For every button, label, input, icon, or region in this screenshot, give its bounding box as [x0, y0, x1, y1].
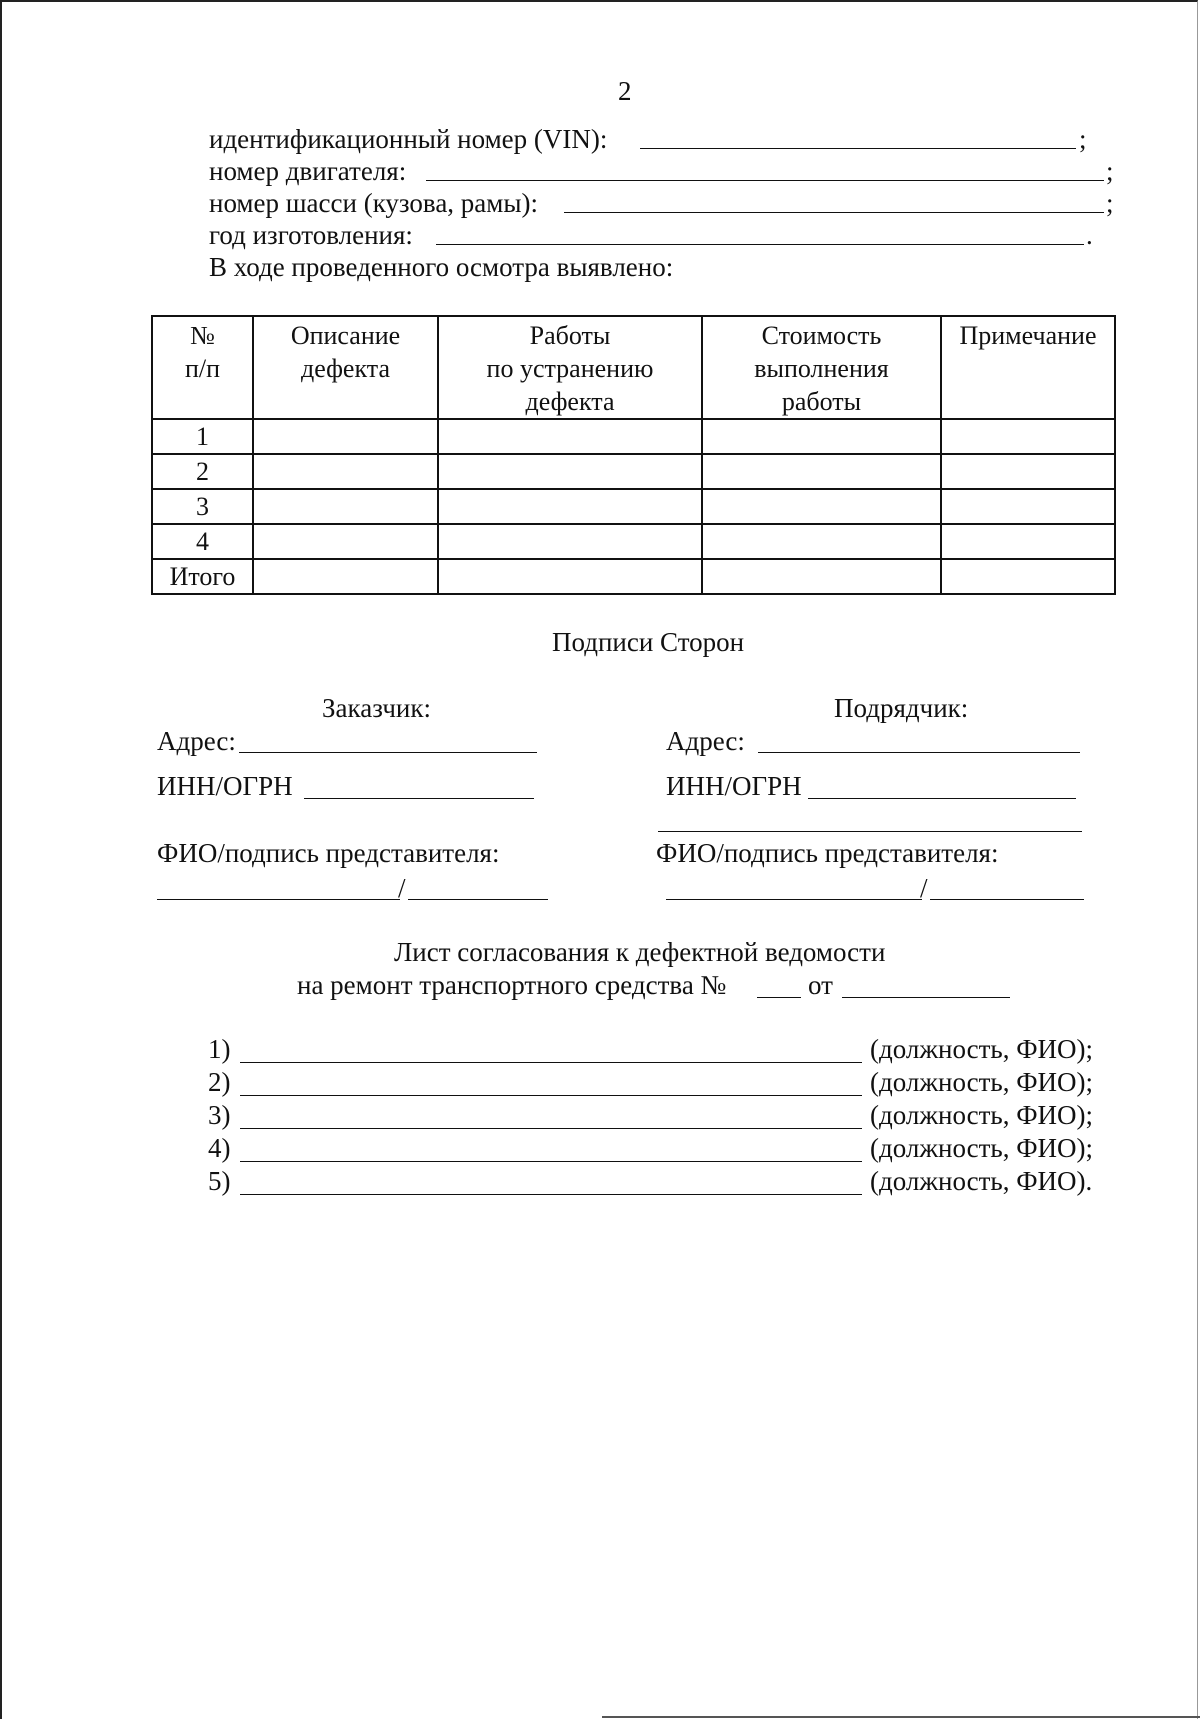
cell-note: [941, 454, 1115, 489]
contractor-fio-blank: [666, 899, 922, 900]
signatures-title: Подписи Сторон: [552, 627, 745, 657]
contractor-inn-label: ИНН/ОГРН: [666, 771, 802, 801]
approval-item-blank: [240, 1095, 862, 1096]
contractor-inn-blank: [808, 798, 1076, 799]
row-number: 1: [152, 419, 253, 454]
table-row: [152, 489, 1115, 524]
cell-works: [438, 489, 702, 524]
approval-item-number: 4): [208, 1133, 231, 1163]
chassis-number-label: номер шасси (кузова, рамы):: [209, 188, 539, 218]
cell-note: [941, 559, 1115, 594]
page-number: 2: [618, 76, 632, 106]
manufacture-year-blank: [436, 244, 1084, 245]
contractor-address-blank: [758, 752, 1080, 753]
cell-note: [941, 489, 1115, 524]
customer-fio-label: ФИО/подпись представителя:: [157, 838, 500, 868]
cell-description: [253, 489, 438, 524]
cell-description: [253, 454, 438, 489]
table-row: [152, 454, 1115, 489]
approval-item-blank: [240, 1194, 862, 1195]
table-header-row: [152, 316, 1115, 419]
approval-title-from: от: [808, 970, 833, 1000]
customer-title: Заказчик:: [322, 693, 431, 723]
header-work-cost: Стоимость выполнения работы: [702, 316, 941, 419]
vin-label: идентификационный номер (VIN):: [209, 124, 608, 154]
approval-item-number: 2): [208, 1067, 231, 1097]
cell-cost: [702, 454, 941, 489]
header-repair-works: Работы по устранению дефекта: [438, 316, 702, 419]
cell-works: [438, 419, 702, 454]
cell-works: [438, 559, 702, 594]
cell-note: [941, 524, 1115, 559]
contractor-title: Подрядчик:: [834, 693, 969, 723]
table-total-row: [152, 559, 1115, 594]
cell-description: [253, 419, 438, 454]
engine-number-label: номер двигателя:: [209, 156, 407, 186]
approval-item-number: 5): [208, 1166, 231, 1196]
header-number: № п/п: [152, 316, 253, 419]
customer-inn-blank: [304, 798, 534, 799]
inspection-intro: В ходе проведенного осмотра выявлено:: [209, 252, 674, 282]
approval-item-suffix: (должность, ФИО);: [870, 1133, 1094, 1163]
manufacture-year-end: .: [1086, 220, 1093, 250]
customer-inn-label: ИНН/ОГРН: [157, 771, 293, 801]
vin-blank: [640, 148, 1076, 149]
approval-item-suffix: (должность, ФИО);: [870, 1067, 1094, 1097]
approval-number-blank: [757, 997, 801, 998]
row-number: 3: [152, 489, 253, 524]
customer-fio-slash: /: [398, 873, 406, 903]
manufacture-year-label: год изготовления:: [209, 220, 413, 250]
cell-works: [438, 454, 702, 489]
cell-note: [941, 419, 1115, 454]
table-row: [152, 419, 1115, 454]
contractor-fio-label: ФИО/подпись представителя:: [656, 838, 999, 868]
cell-cost: [702, 559, 941, 594]
row-total-label: Итого: [152, 559, 253, 594]
vin-end: ;: [1079, 124, 1087, 154]
approval-item-suffix: (должность, ФИО);: [870, 1034, 1094, 1064]
cell-works: [438, 524, 702, 559]
customer-fio-blank: [157, 899, 400, 900]
approval-item-number: 1): [208, 1034, 231, 1064]
approval-title-line1: Лист согласования к дефектной ведомости: [394, 937, 886, 967]
approval-item-suffix: (должность, ФИО);: [870, 1100, 1094, 1130]
header-defect-description: Описание дефекта: [253, 316, 438, 419]
row-number: 4: [152, 524, 253, 559]
approval-item-blank: [240, 1062, 862, 1063]
contractor-extra-blank: [658, 831, 1082, 832]
contractor-sign-blank: [930, 899, 1084, 900]
cell-description: [253, 559, 438, 594]
approval-date-blank: [842, 997, 1010, 998]
customer-address-blank: [239, 752, 537, 753]
cell-description: [253, 524, 438, 559]
approval-title-line2: на ремонт транспортного средства №: [297, 970, 727, 1000]
cell-cost: [702, 524, 941, 559]
approval-item-suffix: (должность, ФИО).: [870, 1166, 1093, 1196]
defects-table: [151, 315, 1116, 595]
customer-sign-blank: [408, 899, 548, 900]
customer-address-label: Адрес:: [157, 726, 236, 756]
scan-edge-line: [602, 1716, 1200, 1718]
cell-cost: [702, 419, 941, 454]
cell-cost: [702, 489, 941, 524]
contractor-address-label: Адрес:: [666, 726, 745, 756]
contractor-fio-slash: /: [920, 873, 928, 903]
approval-item-blank: [240, 1161, 862, 1162]
chassis-number-blank: [564, 212, 1104, 213]
table-row: [152, 524, 1115, 559]
row-number: 2: [152, 454, 253, 489]
approval-item-number: 3): [208, 1100, 231, 1130]
chassis-number-end: ;: [1106, 188, 1114, 218]
approval-item-blank: [240, 1128, 862, 1129]
engine-number-blank: [426, 180, 1104, 181]
engine-number-end: ;: [1106, 156, 1114, 186]
header-note: Примечание: [941, 316, 1115, 419]
